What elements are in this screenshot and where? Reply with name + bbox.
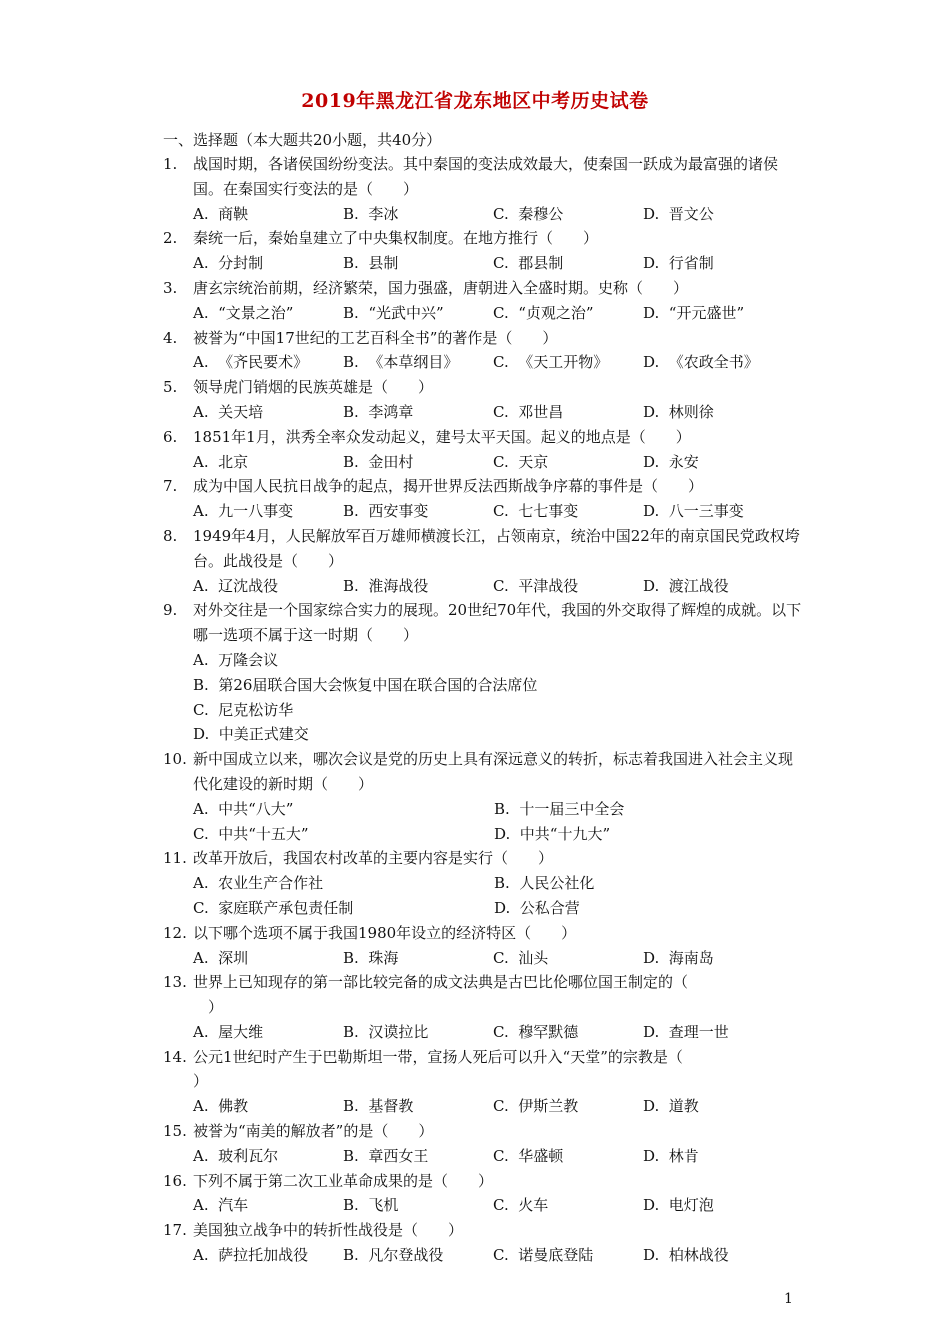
answer-option: C. 中共“十五大”	[193, 824, 309, 843]
answer-option: A. 农业生产合作社	[193, 874, 324, 893]
question-stem	[163, 1045, 803, 1095]
answer-option: C. 平津战役	[493, 576, 579, 595]
answer-option: D. 永安	[643, 452, 699, 471]
question-stem	[163, 598, 803, 648]
question-number: 13.	[163, 973, 187, 992]
option-list	[163, 301, 803, 326]
option-list	[163, 400, 803, 425]
question-13	[163, 970, 803, 1044]
question-stem	[163, 921, 803, 946]
answer-option: C. 诺曼底登陆	[493, 1246, 594, 1265]
question-text: 被誉为“中国17世纪的工艺百科全书”的著作是（ ）	[193, 328, 558, 347]
answer-option: A. 关天培	[193, 402, 264, 421]
option-list	[163, 946, 803, 971]
question-number: 12.	[163, 923, 187, 942]
question-2	[163, 226, 803, 276]
answer-option: C. 《天工开物》	[493, 353, 609, 372]
section-heading: 一、选择题（本大题共20小题，共40分）	[163, 131, 442, 149]
answer-option: D. “开元盛世”	[643, 303, 745, 322]
question-text: 对外交往是一个国家综合实力的展现。20世纪70年代，我国的外交取得了辉煌的成就。以下哪一选项不属于这一时期（ ）	[193, 601, 802, 645]
question-16	[163, 1169, 803, 1219]
answer-option: D. 林肯	[643, 1146, 699, 1165]
question-number: 2.	[163, 229, 178, 248]
question-10	[163, 747, 803, 846]
question-stem	[163, 226, 803, 251]
answer-option: B. 西安事变	[343, 502, 429, 521]
answer-option: D. 电灯泡	[643, 1196, 714, 1215]
answer-option: A. 深圳	[193, 948, 249, 967]
answer-option: C. 火车	[493, 1196, 549, 1215]
answer-option: D. 中美正式建交	[193, 725, 309, 744]
question-7	[163, 474, 803, 524]
answer-option: A. 佛教	[193, 1097, 249, 1116]
answer-option: B. 第26届联合国大会恢复中国在联合国的合法席位	[193, 675, 538, 694]
question-stem	[163, 846, 803, 871]
answer-option: A. 商鞅	[193, 204, 249, 223]
question-text: 新中国成立以来，哪次会议是党的历史上具有深远意义的转折，标志着我国进入社会主义现代化建设的新时期（ ）	[193, 750, 794, 793]
answer-option: C. 汕头	[493, 948, 549, 967]
option-list	[163, 574, 803, 599]
question-text: 1949年4月，人民解放军百万雄师横渡长江，占领南京，统治中国22年的南京国民党政权垮台。此战役是（ ）	[193, 526, 800, 570]
question-text: 唐玄宗统治前期，经济繁荣，国力强盛，唐朝进入全盛时期。史称（ ）	[193, 278, 689, 297]
question-number: 14.	[163, 1047, 187, 1066]
question-stem	[163, 326, 803, 351]
question-17	[163, 1218, 803, 1268]
question-text: 1851年1月，洪秀全率众发动起义，建号太平天国。起义的地点是（ ）	[193, 427, 691, 446]
question-4	[163, 326, 803, 376]
answer-option: A. 《齐民要术》	[193, 353, 309, 372]
question-number: 5.	[163, 378, 178, 397]
answer-option: D. 查理一世	[643, 1022, 729, 1041]
option-list	[163, 1020, 803, 1045]
question-text: 以下哪个选项不属于我国1980年设立的经济特区（ ）	[193, 923, 577, 942]
option-list	[163, 871, 803, 921]
answer-option: B. 县制	[343, 254, 399, 273]
answer-option: C. 家庭联产承包责任制	[193, 898, 354, 917]
answer-option: A. “文景之治”	[193, 303, 294, 322]
question-stem	[163, 375, 803, 400]
answer-option: A. 屋大维	[193, 1022, 264, 1041]
question-number: 16.	[163, 1171, 187, 1190]
answer-option: C. 伊斯兰教	[493, 1097, 579, 1116]
answer-option: C. 天京	[493, 452, 549, 471]
question-6	[163, 425, 803, 475]
answer-option: A. 汽车	[193, 1196, 249, 1215]
question-15	[163, 1119, 803, 1169]
answer-option: B. 基督教	[343, 1097, 414, 1116]
answer-option: A. 万隆会议	[193, 650, 279, 669]
question-1	[163, 152, 803, 226]
question-number: 7.	[163, 477, 178, 496]
question-number: 11.	[163, 849, 187, 868]
answer-option: A. 分封制	[193, 254, 264, 273]
answer-option: B. 汉谟拉比	[343, 1022, 429, 1041]
question-number: 15.	[163, 1122, 187, 1141]
answer-option: D. 中共“十九大”	[494, 824, 611, 843]
answer-option: D. 海南岛	[643, 948, 714, 967]
question-text: 下列不属于第二次工业革命成果的是（ ）	[193, 1171, 494, 1190]
answer-option: C. 华盛顿	[493, 1146, 564, 1165]
answer-option: D. 行省制	[643, 254, 714, 273]
question-number: 10.	[163, 750, 187, 769]
question-number: 6.	[163, 427, 178, 446]
question-stem	[163, 425, 803, 450]
answer-option: B. 章西女王	[343, 1146, 429, 1165]
question-stem	[163, 1119, 803, 1144]
answer-option: B. 《本草纲目》	[343, 353, 459, 372]
answer-option: C. 秦穆公	[493, 204, 564, 223]
answer-option: B. 珠海	[343, 948, 399, 967]
answer-option: C. 尼克松访华	[193, 700, 294, 719]
answer-option: C. 邓世昌	[493, 402, 564, 421]
question-text: 改革开放后，我国农村改革的主要内容是实行（ ）	[193, 849, 554, 868]
answer-option: B. 李冰	[343, 204, 399, 223]
answer-option: B. 淮海战役	[343, 576, 429, 595]
option-list	[163, 1094, 803, 1119]
page-number: 1	[784, 1291, 793, 1307]
answer-option: C. “贞观之治”	[493, 303, 594, 322]
question-number: 1.	[163, 155, 178, 173]
answer-option: B. 凡尔登战役	[343, 1246, 444, 1265]
answer-option: A. 萨拉托加战役	[193, 1246, 309, 1265]
question-number: 8.	[163, 526, 178, 545]
question-number: 17.	[163, 1221, 187, 1240]
question-text: 成为中国人民抗日战争的起点，揭开世界反法西斯战争序幕的事件是（ ）	[193, 477, 704, 496]
question-text: 美国独立战争中的转折性战役是（ ）	[193, 1221, 464, 1240]
answer-option: C. 郡县制	[493, 254, 564, 273]
option-list	[163, 1243, 803, 1268]
answer-option: A. 中共“八大”	[193, 799, 294, 818]
question-12	[163, 921, 803, 971]
question-stem	[163, 1218, 803, 1243]
option-list	[163, 499, 803, 524]
answer-option: A. 辽沈战役	[193, 576, 279, 595]
question-9	[163, 598, 803, 747]
question-text: 世界上已知现存的第一部比较完备的成文法典是古巴比伦哪位国王制定的（ ）	[193, 973, 689, 1017]
question-5	[163, 375, 803, 425]
answer-option: C. 穆罕默德	[493, 1022, 579, 1041]
option-list	[163, 648, 803, 747]
answer-option: B. 李鸿章	[343, 402, 414, 421]
option-list	[163, 797, 803, 847]
option-list	[163, 450, 803, 475]
answer-option: D. 公私合营	[494, 898, 580, 917]
answer-option: B. 十一届三中全会	[494, 799, 625, 818]
question-list	[163, 152, 803, 1268]
question-text: 公元1世纪时产生于巴勒斯坦一带，宣扬人死后可以升入“天堂”的宗教是（ ）	[193, 1047, 683, 1091]
page-title: 2019年黑龙江省龙东地区中考历史试卷	[301, 90, 649, 112]
question-8	[163, 524, 803, 598]
option-list	[163, 202, 803, 227]
answer-option: D. 渡江战役	[643, 576, 729, 595]
question-3	[163, 276, 803, 326]
question-stem	[163, 970, 803, 1020]
option-list	[163, 1144, 803, 1169]
option-list	[163, 350, 803, 375]
question-text: 被誉为“南美的解放者”的是（ ）	[193, 1122, 434, 1141]
answer-option: A. 九一八事变	[193, 502, 294, 521]
question-number: 3.	[163, 278, 178, 297]
question-number: 4.	[163, 328, 178, 347]
question-text: 秦统一后，秦始皇建立了中央集权制度。在地方推行（ ）	[193, 229, 599, 248]
answer-option: A. 玻利瓦尔	[193, 1146, 279, 1165]
question-stem	[163, 152, 803, 202]
question-stem	[163, 1169, 803, 1194]
answer-option: B. 金田村	[343, 452, 414, 471]
answer-option: D. 道教	[643, 1097, 699, 1116]
option-list	[163, 1193, 803, 1218]
question-number: 9.	[163, 601, 178, 620]
question-stem	[163, 747, 803, 797]
answer-option: D. 《农政全书》	[643, 353, 759, 372]
answer-option: B. 人民公社化	[494, 874, 595, 893]
answer-option: D. 柏林战役	[643, 1246, 729, 1265]
question-stem	[163, 276, 803, 301]
question-text: 领导虎门销烟的民族英雄是（ ）	[193, 378, 434, 397]
question-11	[163, 846, 803, 920]
answer-option: A. 北京	[193, 452, 249, 471]
answer-option: D. 林则徐	[643, 402, 714, 421]
answer-option: C. 七七事变	[493, 502, 579, 521]
option-list	[163, 251, 803, 276]
answer-option: D. 八一三事变	[643, 502, 744, 521]
question-text: 战国时期，各诸侯国纷纷变法。其中秦国的变法成效最大，使秦国一跃成为最富强的诸侯国。在秦国实行变法的是（ ）	[193, 155, 779, 198]
question-14	[163, 1045, 803, 1119]
answer-option: D. 晋文公	[643, 204, 714, 223]
question-stem	[163, 474, 803, 499]
question-stem	[163, 524, 803, 574]
answer-option: B. 飞机	[343, 1196, 399, 1215]
answer-option: B. “光武中兴”	[343, 303, 444, 322]
